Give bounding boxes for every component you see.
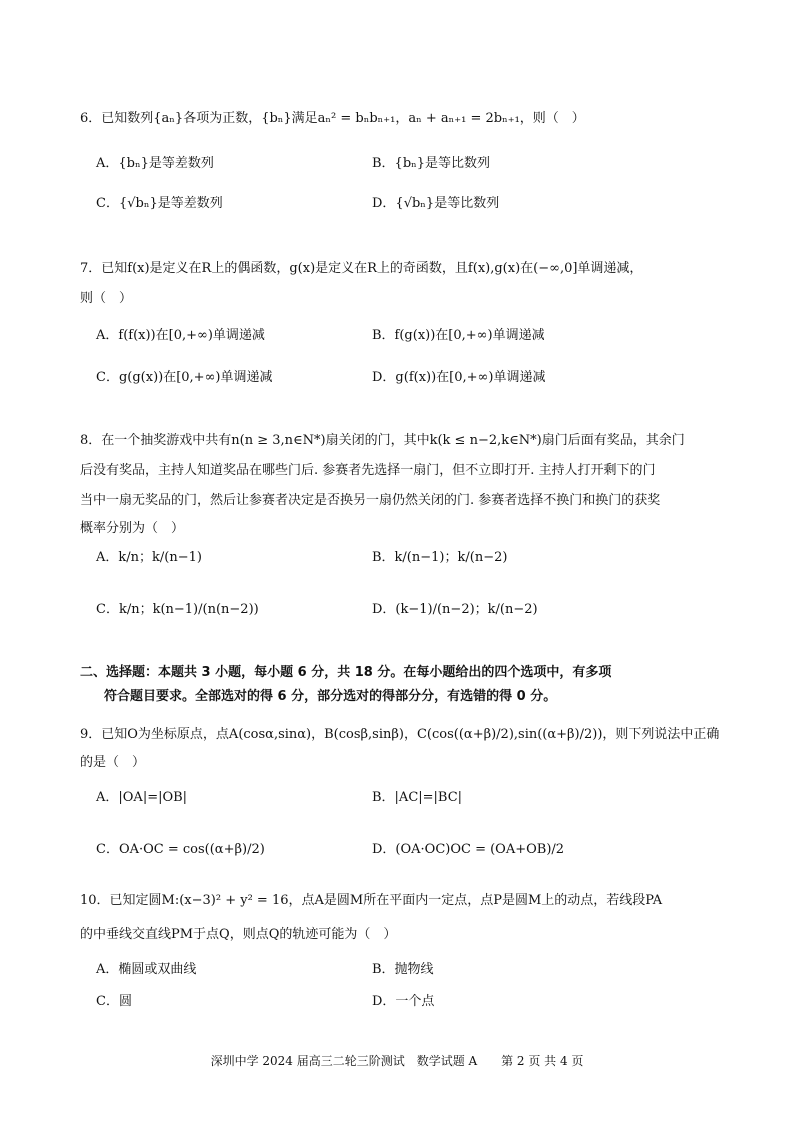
q8-option-d: D．(k−1)/(n−2)；k/(n−2) <box>372 602 538 617</box>
q9-option-b: B．|AC|=|BC| <box>372 790 463 805</box>
q8-option-a: A．k/n；k/(n−1) <box>96 550 202 565</box>
section-2-heading: 二、选择题：本题共 3 小题，每小题 6 分，共 18 分。在每小题给出的四个选项中，有多项 <box>80 665 612 680</box>
q8-stem-line1: 8．在一个抽奖游戏中共有n(n ≥ 3,n∈N*)扇关闭的门，其中k(k ≤ n−2,k∈N*)扇门后面有奖品，其余门 <box>80 433 685 448</box>
q9-option-a: A．|OA|=|OB| <box>96 790 188 805</box>
q10-option-a: A．椭圆或双曲线 <box>96 962 197 977</box>
q6-option-b: B．{bₙ}是等比数列 <box>372 156 491 171</box>
q7-option-a: A．f(f(x))在[0,+∞)单调递减 <box>96 328 265 343</box>
q10-option-c: C．圆 <box>96 994 132 1009</box>
q9-stem-line1: 9．已知O为坐标原点，点A(cosα,sinα)，B(cosβ,sinβ)，C(cos((α+β)/2),sin((α+β)/2))，则下列说法中正确 <box>80 727 720 742</box>
footer-exam-title: 深圳中学 2024 届高三二轮三阶测试 数学试题 A <box>210 1054 478 1068</box>
q8-stem-line3: 当中一扇无奖品的门，然后让参赛者决定是否换另一扇仍然关闭的门. 参赛者选择不换门和换门的获奖 <box>80 493 661 508</box>
q6-option-a: A．{bₙ}是等差数列 <box>96 156 214 171</box>
q10-stem-line2: 的中垂线交直线PM于点Q，则点Q的轨迹可能为（ ） <box>80 927 397 942</box>
q7-option-d: D．g(f(x))在[0,+∞)单调递减 <box>372 370 546 385</box>
q8-stem-line4: 概率分别为（ ） <box>80 521 185 536</box>
section-2-instructions: 符合题目要求。全部选对的得 6 分，部分选对的得部分分，有选错的得 0 分。 <box>104 689 557 704</box>
q7-stem-line1: 7．已知f(x)是定义在R上的偶函数，g(x)是定义在R上的奇函数，且f(x),g(x)在(−∞,0]单调递减， <box>80 261 643 276</box>
q8-option-c: C．k/n；k(n−1)/(n(n−2)) <box>96 602 259 617</box>
q7-option-c: C．g(g(x))在[0,+∞)单调递减 <box>96 370 273 385</box>
q9-option-c: C．OA·OC = cos((α+β)/2) <box>96 842 265 857</box>
q10-stem-line1: 10．已知定圆M:(x−3)² + y² = 16，点A是圆M所在平面内一定点，点P是圆M上的动点，若线段PA <box>80 893 663 908</box>
q7-stem-line2: 则（ ） <box>80 291 133 306</box>
q6-stem: 6．已知数列{aₙ}各项为正数，{bₙ}满足aₙ² = bₙbₙ₊₁，aₙ + aₙ₊₁ = 2bₙ₊₁，则（ ） <box>80 111 585 126</box>
q10-option-b: B．抛物线 <box>372 962 434 977</box>
q9-option-d: D．(OA·OC)OC = (OA+OB)/2 <box>372 842 565 857</box>
q6-option-c: C．{√bₙ}是等差数列 <box>96 196 223 211</box>
q9-stem-line2: 的是（ ） <box>80 755 146 770</box>
q8-option-b: B．k/(n−1)；k/(n−2) <box>372 550 508 565</box>
page-footer <box>0 1052 794 1069</box>
footer-page-number: 第 2 页 共 4 页 <box>501 1054 584 1068</box>
q6-option-d: D．{√bₙ}是等比数列 <box>372 196 500 211</box>
q10-option-d: D．一个点 <box>372 994 435 1009</box>
q7-option-b: B．f(g(x))在[0,+∞)单调递减 <box>372 328 545 343</box>
q8-stem-line2: 后没有奖品，主持人知道奖品在哪些门后. 参赛者先选择一扇门，但不立即打开. 主持人打开剩下的门 <box>80 463 656 478</box>
